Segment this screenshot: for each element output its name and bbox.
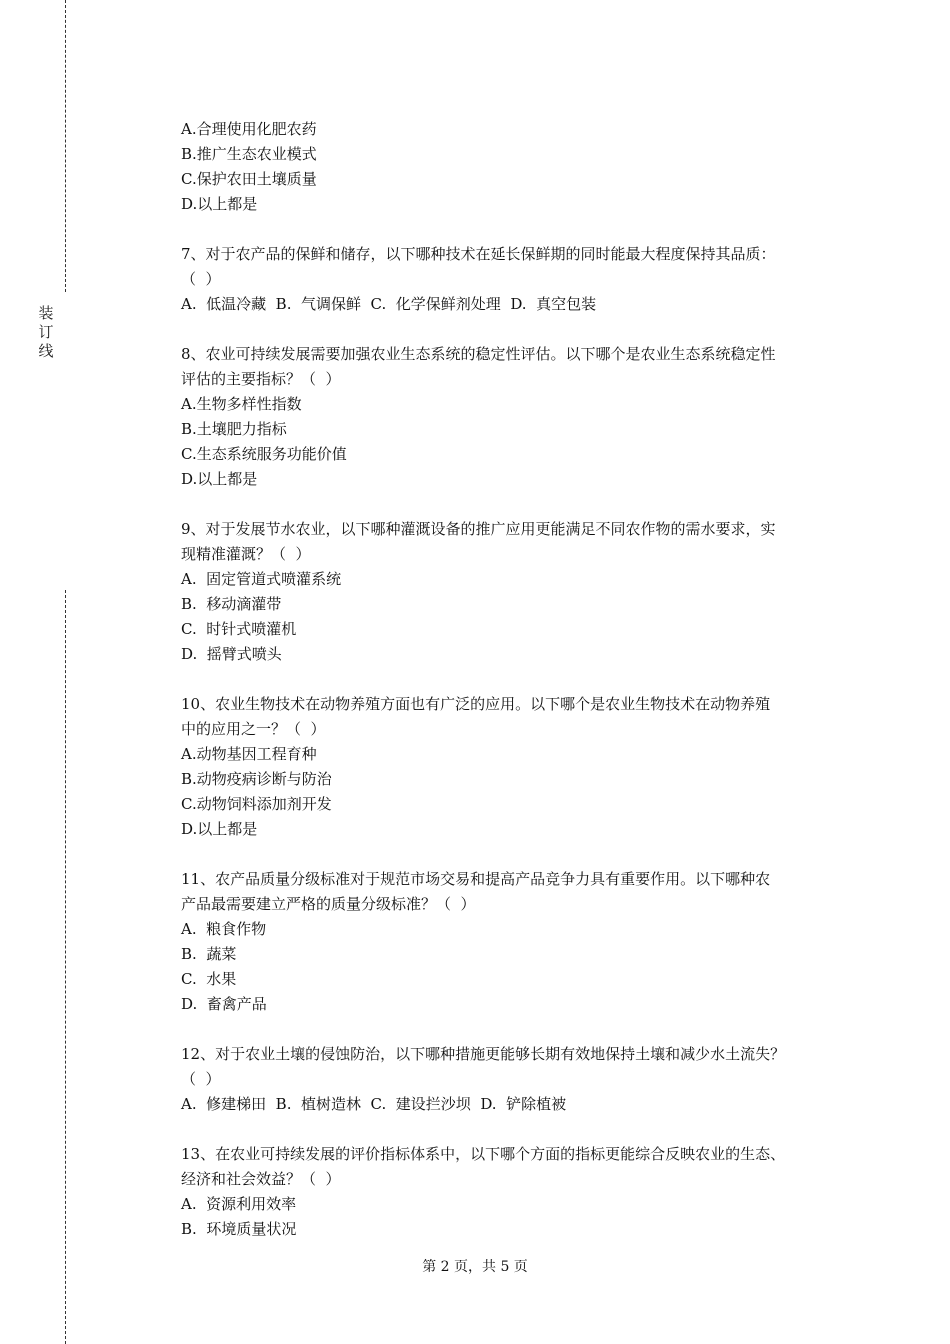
question-11 [181,867,851,1017]
binding-line-bottom [65,590,66,1344]
option: A. 修建梯田 B. 植树造林 C. 建设拦沙坝 D. 铲除植被 [181,1095,567,1113]
question-stem: 9、对于发展节水农业，以下哪种灌溉设备的推广应用更能满足不同农作物的需水要求，实 [181,520,776,538]
option: A. 资源利用效率 [181,1195,297,1213]
option: D. 摇臂式喷头 [181,645,282,663]
binding-label [37,304,55,361]
option: B. 移动滴灌带 [181,595,282,613]
option: B.动物疫病诊断与防治 [181,770,332,788]
option: A.生物多样性指数 [181,395,302,413]
question-stem: 10、农业生物技术在动物养殖方面也有广泛的应用。以下哪个是农业生物技术在动物养殖 [181,695,771,713]
question-stem: 现精准灌溉？（ ） [181,545,311,563]
question-stem: 12、对于农业土壤的侵蚀防治，以下哪种措施更能够长期有效地保持土壤和减少水土流失？ [181,1045,786,1063]
question-stem: 产品最需要建立严格的质量分级标准？（ ） [181,895,476,913]
question-stem: 经济和社会效益？（ ） [181,1170,341,1188]
question-stem: （ ） [181,1070,221,1088]
binding-label-char: 装 [38,304,54,322]
question-stem: 评估的主要指标？（ ） [181,370,341,388]
option: B. 蔬菜 [181,945,237,963]
binding-line-top [65,0,66,292]
option: D. 畜禽产品 [181,995,267,1013]
option: C.动物饲料添加剂开发 [181,795,332,813]
page-footer: 第 2 页，共 5 页 [422,1259,528,1275]
option: C. 水果 [181,970,237,988]
question-stem: 8、农业可持续发展需要加强农业生态系统的稳定性评估。以下哪个是农业生态系统稳定性 [181,345,776,363]
option: D.以上都是 [181,195,258,213]
question-13 [181,1142,851,1242]
option: D.以上都是 [181,470,258,488]
question-stem: 7、对于农产品的保鲜和储存，以下哪种技术在延长保鲜期的同时能最大程度保持其品质： [181,245,776,263]
option: C.生态系统服务功能价值 [181,445,347,463]
option: B.推广生态农业模式 [181,145,317,163]
option: A.合理使用化肥农药 [181,120,317,138]
option: B.土壤肥力指标 [181,420,287,438]
question-stem: 13、在农业可持续发展的评价指标体系中，以下哪个方面的指标更能综合反映农业的生态、 [181,1145,786,1163]
question-stem: 11、农产品质量分级标准对于规范市场交易和提高产品竞争力具有重要作用。以下哪种农 [181,870,771,888]
option: C.保护农田土壤质量 [181,170,317,188]
question-12 [181,1042,851,1117]
option: A. 低温冷藏 B. 气调保鲜 C. 化学保鲜剂处理 D. 真空包装 [181,295,597,313]
option: A. 固定管道式喷灌系统 [181,570,342,588]
question-10 [181,692,851,842]
binding-label-char: 订 [38,323,54,341]
question-7 [181,242,851,317]
question-6-options [181,117,851,217]
option: B. 环境质量状况 [181,1220,297,1238]
option: A. 粮食作物 [181,920,267,938]
option: D.以上都是 [181,820,258,838]
exam-content [181,117,851,1242]
question-stem: （ ） [181,270,221,288]
question-9 [181,517,851,667]
binding-label-char: 线 [38,342,54,360]
option: A.动物基因工程育种 [181,745,317,763]
question-stem: 中的应用之一？（ ） [181,720,326,738]
option: C. 时针式喷灌机 [181,620,297,638]
question-8 [181,342,851,492]
